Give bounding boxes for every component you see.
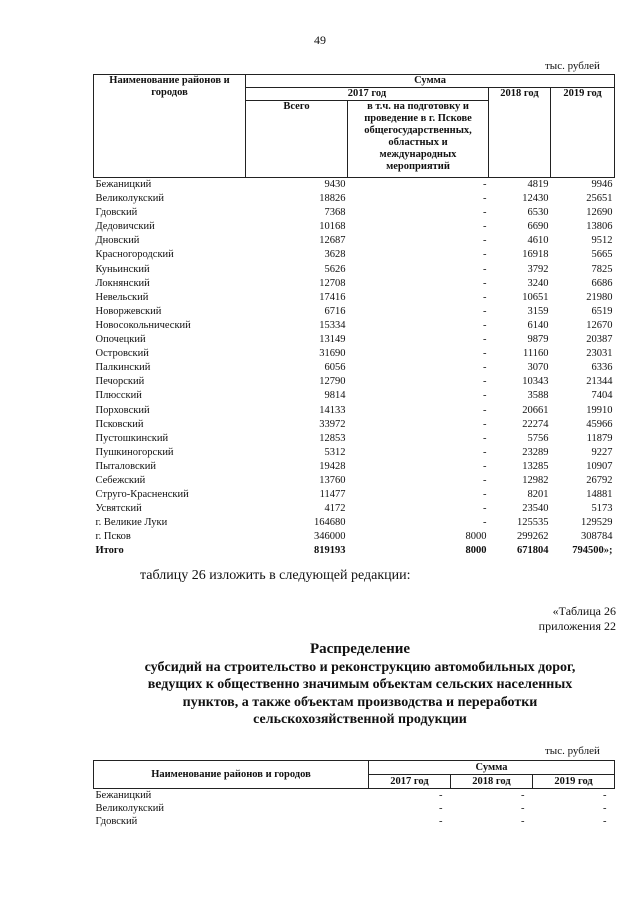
table-row xyxy=(94,192,615,206)
value-cell: - xyxy=(483,376,487,388)
district-name: Островский xyxy=(95,348,149,360)
district-name: Дедовичский xyxy=(95,221,155,233)
value-cell: 6716 xyxy=(324,305,346,317)
value-cell: 20661 xyxy=(522,404,549,416)
table-row xyxy=(94,263,615,277)
table-ref-line1: «Таблица 26 xyxy=(552,604,616,618)
district-name: г. Великие Луки xyxy=(95,517,168,529)
value-cell: - xyxy=(439,790,443,801)
table-row xyxy=(94,347,615,361)
value-cell: 6690 xyxy=(527,221,549,233)
title-line-1: субсидий на строительство и реконструкцию автомобильных дорог, xyxy=(144,659,576,675)
value-cell: - xyxy=(483,207,487,219)
district-name: Дновский xyxy=(95,235,140,247)
value-cell: 308784 xyxy=(581,531,613,543)
header-total: Всего xyxy=(246,101,348,178)
value-cell: 794500»; xyxy=(572,545,613,557)
table-row xyxy=(94,460,615,474)
value-cell: 18826 xyxy=(319,193,346,205)
total-row xyxy=(94,544,615,558)
value-cell: 125535 xyxy=(517,517,549,529)
t2-header-2019: 2019 год xyxy=(533,775,615,789)
district-name: Бежаницкий xyxy=(95,790,152,801)
value-cell: 12708 xyxy=(319,277,346,289)
value-cell: 13149 xyxy=(319,334,346,346)
district-name: Печорский xyxy=(95,376,145,388)
district-name: Струго-Красненский xyxy=(95,489,189,501)
value-cell: 19910 xyxy=(586,404,613,416)
value-cell: 346000 xyxy=(314,531,346,543)
table-row xyxy=(94,291,615,305)
title-line-2: ведущих к общественно значимым объектам сельских населенных xyxy=(147,677,573,692)
value-cell: 819193 xyxy=(314,545,346,557)
value-cell: 7404 xyxy=(591,390,613,402)
table-row xyxy=(94,474,615,488)
page-number: 49 xyxy=(314,33,326,47)
header-2018: 2018 год xyxy=(489,88,551,178)
value-cell: - xyxy=(603,790,607,801)
value-cell: 12430 xyxy=(522,193,549,205)
value-cell: - xyxy=(483,474,487,486)
value-cell: 6336 xyxy=(591,362,613,374)
value-cell: - xyxy=(483,291,487,303)
district-name: Опочецкий xyxy=(95,334,146,346)
table-row xyxy=(94,305,615,319)
value-cell: - xyxy=(521,816,525,827)
district-name: Новоржевский xyxy=(95,305,162,317)
value-cell: 12690 xyxy=(586,207,613,219)
value-cell: 31690 xyxy=(319,348,346,360)
district-name: Пыталовский xyxy=(95,460,156,472)
district-name: Бежаницкий xyxy=(95,179,152,190)
district-name: Порховский xyxy=(95,404,150,416)
district-name: Великолукский xyxy=(95,193,165,205)
value-cell: 4610 xyxy=(527,235,549,247)
t2-header-2017: 2017 год xyxy=(369,775,451,789)
value-cell: 16918 xyxy=(522,249,549,261)
table-row xyxy=(94,802,615,815)
value-cell: - xyxy=(483,460,487,472)
table-row xyxy=(94,418,615,432)
title-line-4: сельскохозяйственной продукции xyxy=(253,712,467,727)
value-cell: - xyxy=(483,404,487,416)
value-cell: 299262 xyxy=(517,531,549,543)
value-cell: 15334 xyxy=(319,319,346,331)
table-row xyxy=(94,206,615,220)
value-cell: 13806 xyxy=(586,221,613,233)
table-row xyxy=(94,389,615,403)
value-cell: 9227 xyxy=(591,446,613,458)
district-name: Пустошкинский xyxy=(95,432,169,444)
table-row xyxy=(94,361,615,375)
t2-header-sum: Сумма xyxy=(369,761,615,775)
header-name-col: Наименование районов и городов xyxy=(94,75,246,178)
value-cell: 10907 xyxy=(586,460,613,472)
value-cell: - xyxy=(483,432,487,444)
value-cell: 13760 xyxy=(319,474,346,486)
value-cell: 3159 xyxy=(527,305,549,317)
value-cell: 5312 xyxy=(324,446,346,458)
value-cell: - xyxy=(483,348,487,360)
district-name: Красногородский xyxy=(95,249,174,261)
table-row xyxy=(94,178,615,193)
value-cell: 9946 xyxy=(591,179,613,190)
table-row xyxy=(94,502,615,516)
title-line-3: пунктов, а также объектам производства и переработки xyxy=(182,694,538,710)
district-name: Локнянский xyxy=(95,277,150,289)
table-row xyxy=(94,789,615,803)
value-cell: 3628 xyxy=(324,249,346,261)
value-cell: 12982 xyxy=(522,474,549,486)
value-cell: 6519 xyxy=(591,305,613,317)
table-body xyxy=(94,178,615,559)
value-cell: 45966 xyxy=(586,418,613,430)
value-cell: 20387 xyxy=(586,334,613,346)
value-cell: 3792 xyxy=(527,263,549,275)
value-cell: 5626 xyxy=(324,263,346,275)
value-cell: - xyxy=(483,489,487,501)
section-title xyxy=(60,641,640,729)
header-sum: Сумма xyxy=(246,75,615,88)
value-cell: 14133 xyxy=(319,404,346,416)
value-cell: 9512 xyxy=(591,235,613,247)
value-cell: 21980 xyxy=(586,291,613,303)
table-row xyxy=(94,815,615,828)
value-cell: 14881 xyxy=(586,489,613,501)
value-cell: 17416 xyxy=(319,291,346,303)
district-name: Усвятский xyxy=(95,503,142,515)
value-cell: - xyxy=(483,362,487,374)
district-name: Куньинский xyxy=(95,263,150,275)
value-cell: 10651 xyxy=(522,291,549,303)
value-cell: 12687 xyxy=(319,235,346,247)
table-row xyxy=(94,516,615,530)
value-cell: 6140 xyxy=(527,319,549,331)
district-name: Гдовский xyxy=(95,816,138,827)
value-cell: - xyxy=(439,803,443,814)
value-cell: 4819 xyxy=(527,179,549,190)
value-cell: - xyxy=(483,418,487,430)
value-cell: 11160 xyxy=(523,348,549,360)
value-cell: - xyxy=(483,319,487,331)
value-cell: 8000 xyxy=(465,545,487,557)
value-cell: 164680 xyxy=(314,517,346,529)
value-cell: 9430 xyxy=(324,179,346,190)
value-cell: 5173 xyxy=(591,503,613,515)
value-cell: 21344 xyxy=(586,376,613,388)
value-cell: - xyxy=(483,221,487,233)
value-cell: 11477 xyxy=(319,489,346,501)
value-cell: 12670 xyxy=(586,319,613,331)
district-name: Невельский xyxy=(95,291,149,303)
value-cell: 9879 xyxy=(527,334,549,346)
value-cell: 7368 xyxy=(324,207,346,219)
value-cell: - xyxy=(483,263,487,275)
value-cell: 3588 xyxy=(527,390,549,402)
value-cell: - xyxy=(603,816,607,827)
value-cell: - xyxy=(439,816,443,827)
table-ref-line2: приложения 22 xyxy=(538,619,616,633)
district-name: Себежский xyxy=(95,474,146,486)
value-cell: 12853 xyxy=(319,432,346,444)
value-cell: 3240 xyxy=(527,277,549,289)
value-cell: 23289 xyxy=(522,446,549,458)
value-cell: - xyxy=(483,334,487,346)
value-cell: 19428 xyxy=(319,460,346,472)
value-cell: - xyxy=(483,277,487,289)
table-row xyxy=(94,319,615,333)
value-cell: - xyxy=(483,179,487,190)
district-name: Великолукский xyxy=(95,803,165,814)
value-cell: - xyxy=(483,390,487,402)
table-row xyxy=(94,432,615,446)
value-cell: 12790 xyxy=(319,376,346,388)
value-cell: 10343 xyxy=(522,376,549,388)
value-cell: 671804 xyxy=(517,545,549,557)
district-name: Итого xyxy=(95,545,124,557)
value-cell: - xyxy=(483,446,487,458)
value-cell: 23031 xyxy=(586,348,613,360)
units-label: тыс. рублей xyxy=(545,60,600,72)
value-cell: 13285 xyxy=(522,460,549,472)
t2-header-name-col: Наименование районов и городов xyxy=(94,761,369,789)
header-2019: 2019 год xyxy=(551,88,615,178)
table-row xyxy=(94,404,615,418)
value-cell: 4172 xyxy=(324,503,346,515)
value-cell: 3070 xyxy=(527,362,549,374)
table-row xyxy=(94,220,615,234)
table-row xyxy=(94,488,615,502)
value-cell: - xyxy=(483,235,487,247)
table-row xyxy=(94,446,615,460)
value-cell: - xyxy=(483,305,487,317)
value-cell: 9814 xyxy=(324,390,346,402)
value-cell: - xyxy=(603,803,607,814)
district-name: Новосокольнический xyxy=(95,319,191,331)
value-cell: 7825 xyxy=(591,263,613,275)
subsidy-table-main xyxy=(93,74,615,559)
value-cell: 5665 xyxy=(591,249,613,261)
value-cell: - xyxy=(521,790,525,801)
table-row xyxy=(94,375,615,389)
value-cell: 129529 xyxy=(581,517,613,529)
value-cell: 23540 xyxy=(522,503,549,515)
value-cell: - xyxy=(521,803,525,814)
value-cell: 25651 xyxy=(586,193,613,205)
value-cell: 5756 xyxy=(527,432,549,444)
table-row xyxy=(94,333,615,347)
t2-table-body xyxy=(94,789,615,829)
t2-header-2018: 2018 год xyxy=(451,775,533,789)
value-cell: 22274 xyxy=(522,418,549,430)
value-cell: - xyxy=(483,249,487,261)
value-cell: - xyxy=(483,193,487,205)
table-row xyxy=(94,248,615,262)
district-name: Палкинский xyxy=(95,362,151,374)
value-cell: 6056 xyxy=(324,362,346,374)
title-head: Распределение xyxy=(309,641,411,657)
value-cell: 6530 xyxy=(527,207,549,219)
value-cell: 6686 xyxy=(591,277,613,289)
district-name: Псковский xyxy=(95,418,144,430)
subsidy-table-roads xyxy=(93,760,615,828)
value-cell: - xyxy=(483,517,487,529)
header-2017: 2017 год xyxy=(246,88,489,101)
value-cell: 10168 xyxy=(319,221,346,233)
table-row xyxy=(94,530,615,544)
value-cell: 33972 xyxy=(319,418,346,430)
value-cell: 26792 xyxy=(586,474,613,486)
value-cell: 8000 xyxy=(465,531,487,543)
district-name: Гдовский xyxy=(95,207,138,219)
paragraph-text: таблицу 26 изложить в следующей редакции: xyxy=(140,568,411,583)
district-name: г. Псков xyxy=(95,531,131,543)
value-cell: - xyxy=(483,503,487,515)
value-cell: 8201 xyxy=(527,489,549,501)
table-row xyxy=(94,234,615,248)
units-label-2: тыс. рублей xyxy=(545,745,600,757)
district-name: Плюсский xyxy=(95,390,142,402)
header-including: в т.ч. на подготовку и проведение в г. Пскове общегосударственных, областных и международных мероприятий xyxy=(348,101,489,178)
district-name: Пушкиногорский xyxy=(95,446,174,458)
value-cell: 11879 xyxy=(586,432,613,444)
table-row xyxy=(94,277,615,291)
